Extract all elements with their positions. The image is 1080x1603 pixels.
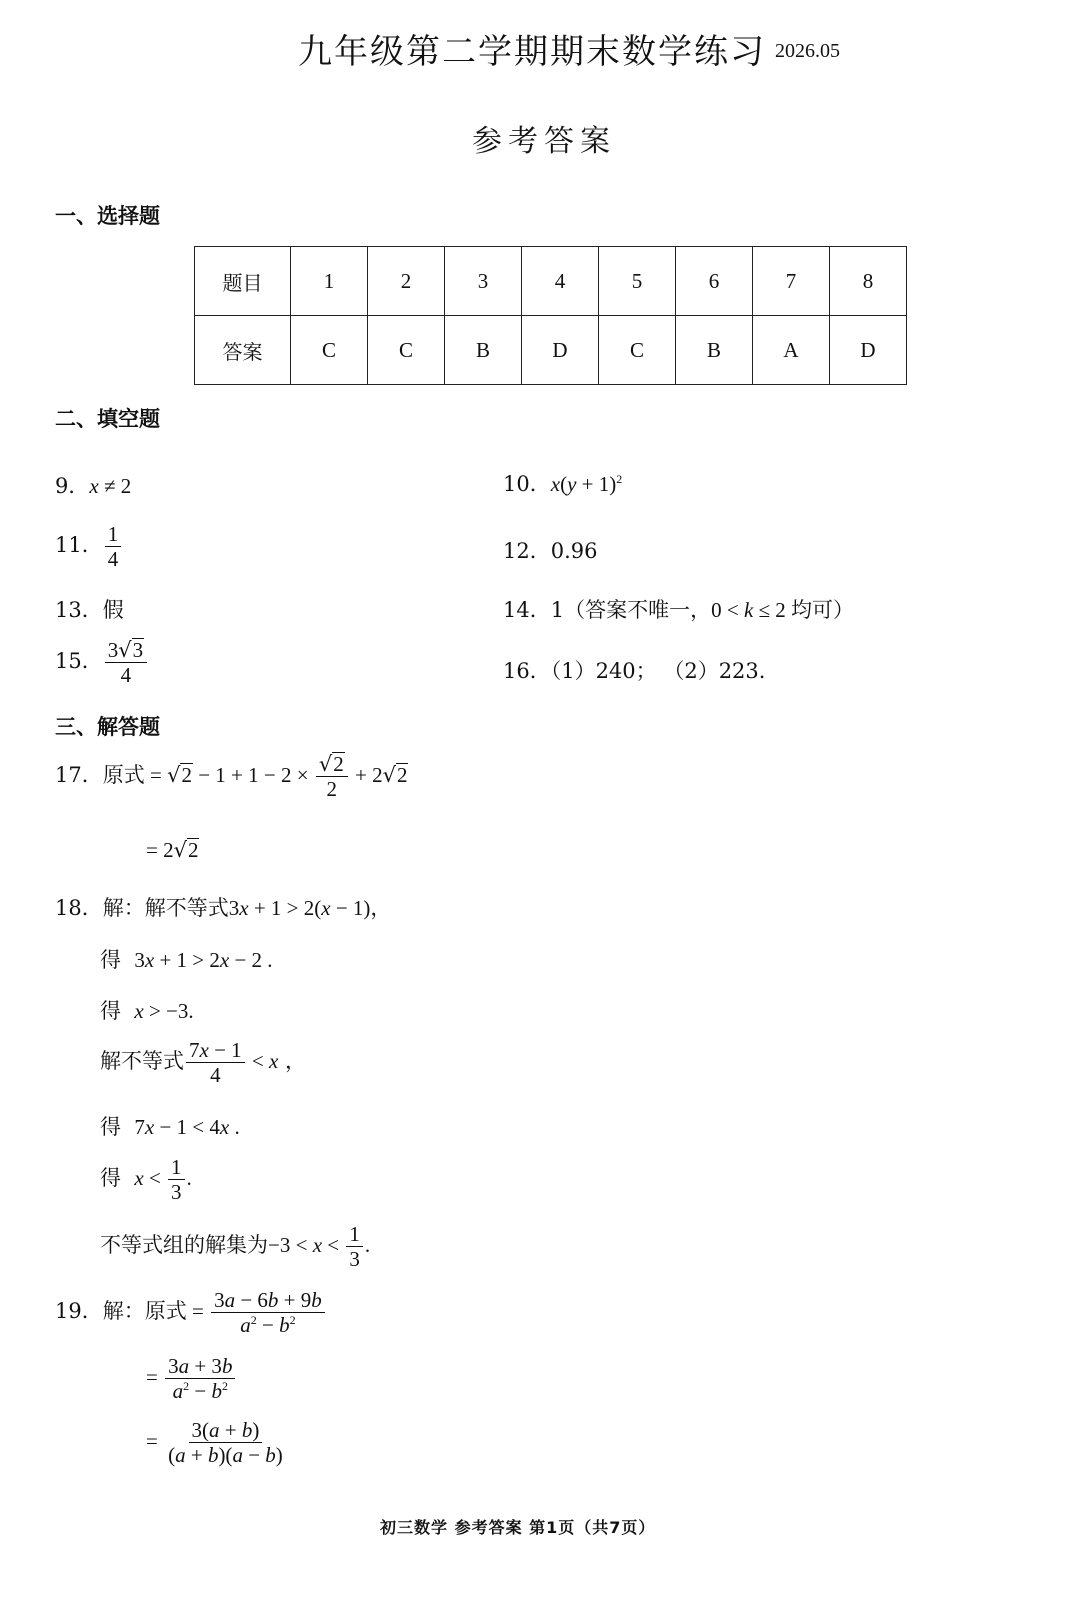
table-row	[195, 247, 907, 316]
step-label: 不等式组的解集为	[100, 1233, 268, 1258]
solution-q18-line7: 不等式组的解集为−3 < x < $\frac{1}{3}$ .	[100, 1222, 371, 1272]
solution-q19-line2: = $\frac{3a + 3b}{a^2 - b^2}$	[146, 1354, 237, 1403]
solution-q18-line6: 得 x < $\frac{1}{3}$ .	[100, 1155, 192, 1205]
answer-q15: 15． $\frac{3√3}{4}$	[55, 638, 149, 687]
question-label: 18．解：解不等式	[55, 896, 229, 920]
step-label: 得	[100, 999, 121, 1023]
page-subtitle: 参考答案	[472, 124, 616, 159]
row-label-question: 题目	[195, 247, 291, 316]
answer-q13: 13．假	[55, 598, 124, 622]
section-fill: 二、填空题	[55, 407, 160, 431]
table-row	[195, 316, 907, 385]
question-number: 3	[445, 247, 522, 316]
answer-text: 均可）	[791, 598, 855, 622]
answer-cell: A	[753, 316, 830, 385]
answer-cell: C	[599, 316, 676, 385]
answer-cell: B	[445, 316, 522, 385]
solution-q18-line5: 得 7x − 1 < 4x .	[100, 1115, 240, 1139]
solution-q19-line3: = $\frac{3(a + b)}{(a + b)(a - b)}$	[146, 1418, 283, 1468]
answer-q12: 12．0.96	[503, 539, 598, 563]
question-number: 2	[368, 247, 445, 316]
answer-cell: C	[368, 316, 445, 385]
page-footer: 初三数学 参考答案 第1页（共7页）	[380, 1518, 656, 1537]
section-solutions: 三、解答题	[55, 715, 160, 739]
solution-q18-line4: 解不等式 $\frac{7x - 1}{4}$ < x ，	[100, 1038, 307, 1088]
question-number: 7	[753, 247, 830, 316]
page-title: 九年级第二学期期末数学练习	[298, 32, 766, 72]
answer-cell: D	[830, 316, 907, 385]
question-number: 8	[830, 247, 907, 316]
answer-q11: 11． $\frac{1}{4}$	[55, 522, 123, 571]
solution-q17-line1: 17．原式 = √2 − 1 + 1 − 2 × $\frac{√2}{2}$ + 2√2	[55, 752, 408, 802]
answer-q10: 10．$x(y + 1)^2$	[503, 472, 623, 496]
step-label: 得	[100, 1115, 121, 1139]
question-label: 9．	[55, 474, 90, 498]
solution-q18-line2: 得 3x + 1 > 2x − 2 .	[100, 948, 273, 972]
question-label: 17．原式	[55, 763, 145, 788]
question-number: 5	[599, 247, 676, 316]
choice-answer-table	[194, 246, 907, 385]
solution-q19-line1: 19．解：原式 = $\frac{3a - 6b + 9b}{a^2 - b^2}$	[55, 1288, 327, 1337]
step-label: 解不等式	[100, 1049, 184, 1074]
question-label: 11．	[55, 533, 103, 558]
solution-q18-line3: 得 x > −3.	[100, 999, 194, 1023]
answer-q9: 9．x ≠ 2	[55, 474, 132, 498]
question-label: 10．	[503, 472, 551, 496]
question-label: 19．解：原式	[55, 1299, 187, 1324]
answer-cell: D	[522, 316, 599, 385]
answer-q16: 16．（1）240； （2）223.	[503, 659, 766, 683]
question-number: 6	[676, 247, 753, 316]
answer-text: 14．1（答案不唯一，	[503, 598, 712, 622]
question-number: 4	[522, 247, 599, 316]
answer-q14: 14．1（答案不唯一，0 < k ≤ 2 均可）	[503, 598, 855, 622]
section-choice: 一、选择题	[55, 204, 160, 228]
solution-q17-line2: = 2√2	[146, 838, 199, 862]
step-label: 得	[100, 1166, 121, 1191]
question-number: 1	[291, 247, 368, 316]
exam-date: 2026.05	[775, 40, 840, 62]
answer-cell: B	[676, 316, 753, 385]
row-label-answer: 答案	[195, 316, 291, 385]
solution-q18-line1: 18．解：解不等式3x + 1 > 2(x − 1)，	[55, 896, 392, 920]
question-label: 15．	[55, 649, 103, 674]
step-label: 得	[100, 948, 121, 972]
answer-cell: C	[291, 316, 368, 385]
